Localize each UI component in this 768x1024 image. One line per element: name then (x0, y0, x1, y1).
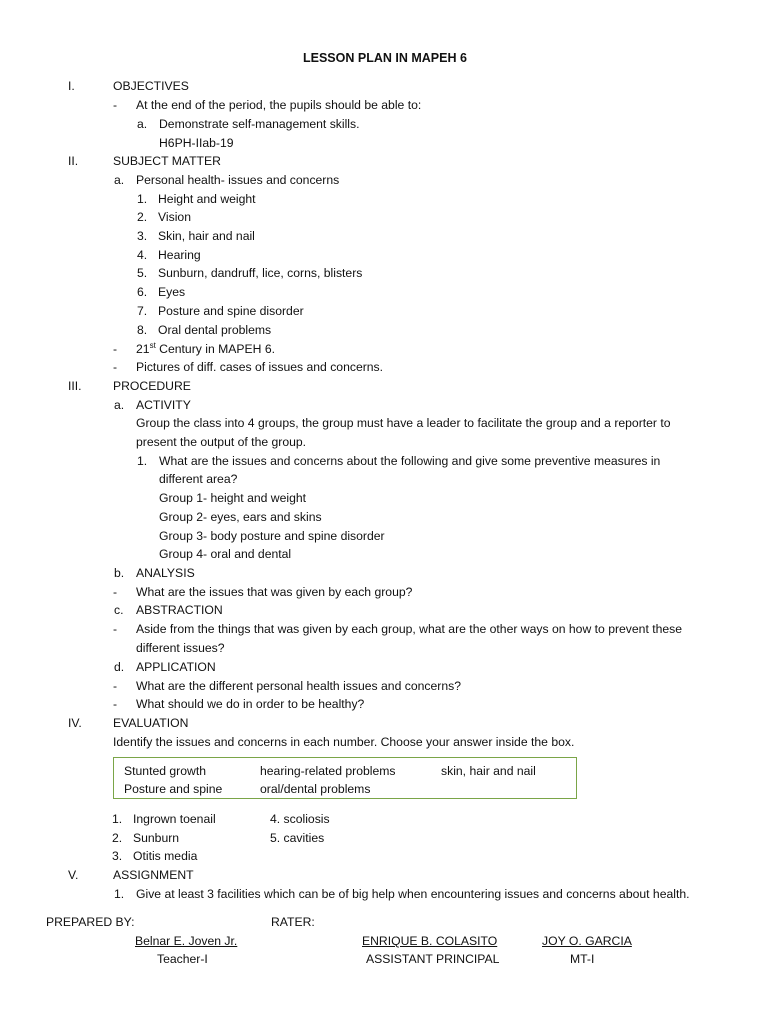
section-heading-objectives: OBJECTIVES (113, 79, 189, 93)
signatory-role: MT-I (570, 952, 595, 966)
abstraction-question: Aside from the things that was given by each group, what are the other ways on how to prevent these (136, 622, 683, 636)
section-heading-procedure: PROCEDURE (113, 379, 191, 393)
list-item: Height and weight (158, 192, 256, 206)
section-heading-evaluation: EVALUATION (113, 716, 189, 730)
answer-choice: Posture and spine (124, 782, 223, 796)
group-assignment: Group 4- oral and dental (159, 547, 292, 561)
list-item: Skin, hair and nail (158, 229, 255, 243)
list-number: 1. (112, 812, 123, 826)
materials-pictures: Pictures of diff. cases of issues and concerns. (136, 360, 384, 374)
section-number-i: I. (68, 79, 75, 93)
subject-topic: Personal health- issues and concerns (136, 173, 340, 187)
list-item: Posture and spine disorder (158, 304, 304, 318)
bullet-dash: - (113, 360, 118, 374)
analysis-heading: ANALYSIS (136, 566, 195, 580)
list-number: 2. (112, 831, 123, 845)
activity-text: Group the class into 4 groups, the group must have a leader to facilitate the group and a reporter to (136, 416, 671, 430)
prepared-by-label: PREPARED BY: (46, 915, 135, 929)
list-number: 1. (114, 887, 125, 901)
signatory-name: Belnar E. Joven Jr. (135, 934, 238, 948)
answer-choice: hearing-related problems (260, 764, 396, 778)
section-number-iv: IV. (68, 716, 82, 730)
activity-text: present the output of the group. (136, 435, 307, 449)
list-marker: c. (114, 603, 124, 617)
group-assignment: Group 3- body posture and spine disorder (159, 529, 385, 543)
answer-choice: skin, hair and nail (441, 764, 536, 778)
list-number: 1. (137, 454, 148, 468)
reference-material: 21st Century in MAPEH 6. (136, 341, 276, 356)
evaluation-instructions: Identify the issues and concerns in each number. Choose your answer inside the box. (113, 735, 575, 749)
section-number-iii: III. (68, 379, 82, 393)
list-item: Sunburn, dandruff, lice, corns, blisters (158, 266, 363, 280)
list-marker: a. (114, 398, 125, 412)
signatory-name: ENRIQUE B. COLASITO (362, 934, 498, 948)
list-number: 3. (137, 229, 148, 243)
list-item: Vision (158, 210, 191, 224)
rater-label: RATER: (271, 915, 315, 929)
bullet-dash: - (113, 342, 118, 356)
evaluation-item: Sunburn (133, 831, 180, 845)
signatory-role: Teacher-I (157, 952, 208, 966)
competency-code: H6PH-IIab-19 (159, 136, 234, 150)
application-question: What should we do in order to be healthy? (136, 697, 365, 711)
objectives-intro: At the end of the period, the pupils should be able to: (136, 98, 422, 112)
list-item: Oral dental problems (158, 323, 272, 337)
section-heading-assignment: ASSIGNMENT (113, 868, 194, 882)
list-marker: a. (137, 117, 148, 131)
section-number-ii: II. (68, 154, 79, 168)
list-number: 5. (137, 266, 148, 280)
section-heading-subject-matter: SUBJECT MATTER (113, 154, 221, 168)
list-number: 1. (137, 192, 148, 206)
activity-heading: ACTIVITY (136, 398, 191, 412)
list-marker: d. (114, 660, 125, 674)
abstraction-question: different issues? (136, 641, 225, 655)
list-number: 8. (137, 323, 148, 337)
evaluation-item: Otitis media (133, 849, 198, 863)
list-item: Hearing (158, 248, 201, 262)
abstraction-heading: ABSTRACTION (136, 603, 223, 617)
list-number: 2. (137, 210, 148, 224)
activity-question: different area? (159, 472, 238, 486)
page-title: LESSON PLAN IN MAPEH 6 (303, 51, 467, 65)
bullet-dash: - (113, 585, 118, 599)
signatory-role: ASSISTANT PRINCIPAL (366, 952, 500, 966)
list-marker: a. (114, 173, 125, 187)
section-number-v: V. (68, 868, 79, 882)
evaluation-item: Ingrown toenail (133, 812, 216, 826)
list-number: 6. (137, 285, 148, 299)
group-assignment: Group 1- height and weight (159, 491, 307, 505)
group-assignment: Group 2- eyes, ears and skins (159, 510, 322, 524)
list-number: 7. (137, 304, 148, 318)
answer-choice: Stunted growth (124, 764, 206, 778)
assignment-text: Give at least 3 facilities which can be of big help when encountering issues and concerns about health. (136, 887, 690, 901)
activity-question: What are the issues and concerns about the following and give some preventive measures in (159, 454, 661, 468)
application-question: What are the different personal health issues and concerns? (136, 679, 461, 693)
bullet-dash: - (113, 98, 118, 112)
bullet-dash: - (113, 679, 118, 693)
signatory-name: JOY O. GARCIA (542, 934, 632, 948)
evaluation-item: 4. scoliosis (270, 812, 330, 826)
analysis-question: What are the issues that was given by each group? (136, 585, 413, 599)
evaluation-item: 5. cavities (270, 831, 325, 845)
list-number: 4. (137, 248, 148, 262)
application-heading: APPLICATION (136, 660, 216, 674)
list-marker: b. (114, 566, 125, 580)
list-number: 3. (112, 849, 123, 863)
bullet-dash: - (113, 697, 118, 711)
bullet-dash: - (113, 622, 118, 636)
answer-choice: oral/dental problems (260, 782, 371, 796)
list-item: Eyes (158, 285, 186, 299)
objective-text: Demonstrate self-management skills. (159, 117, 360, 131)
